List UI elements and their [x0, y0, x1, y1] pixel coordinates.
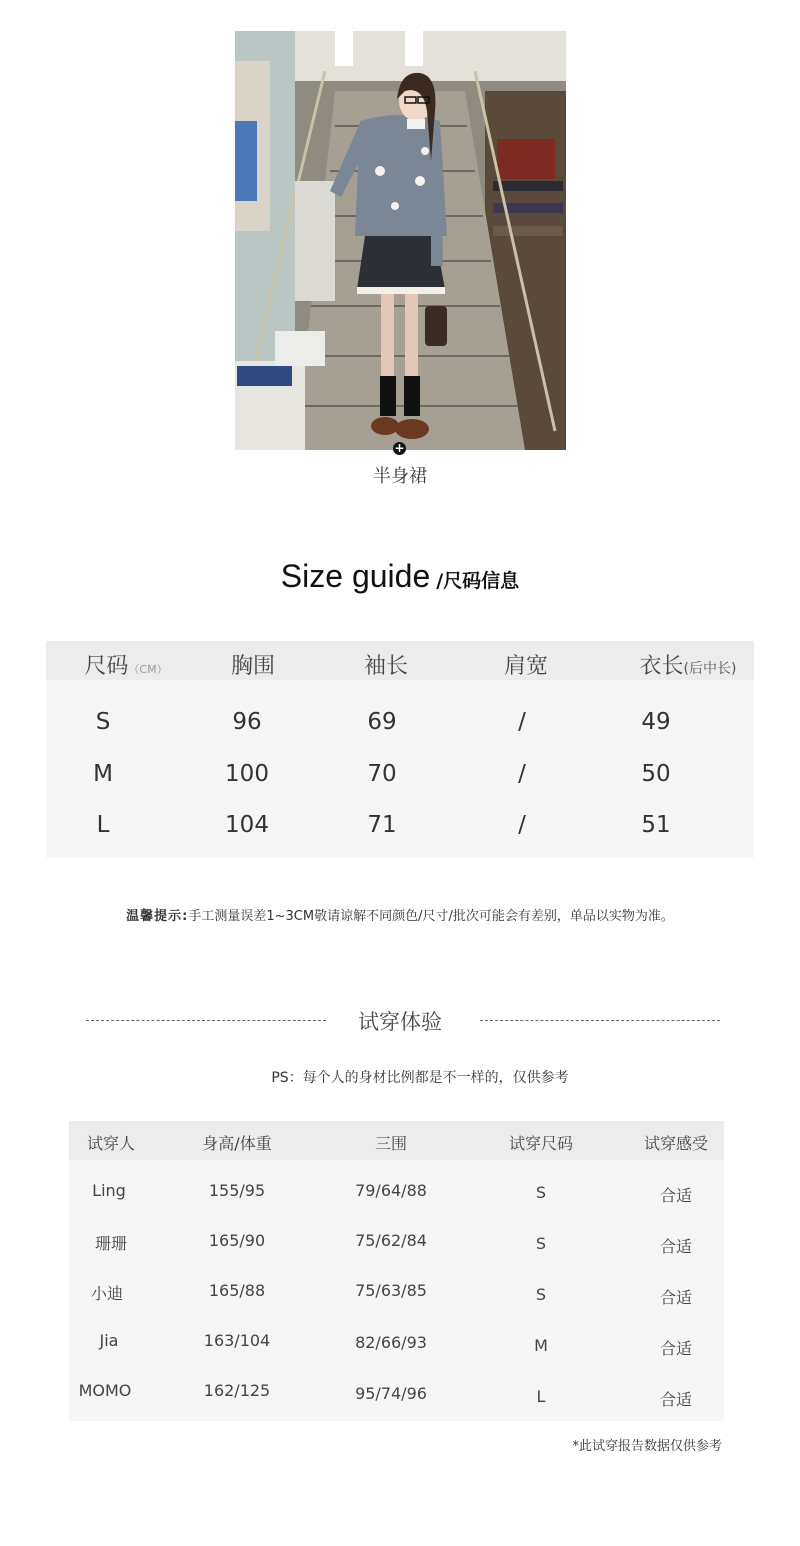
- size-table-header: [46, 641, 754, 680]
- try-on-title: 试穿体验: [358, 1010, 442, 1034]
- size-header-chest: 胸围: [230, 654, 276, 679]
- try-cell: 79/64/88: [355, 1181, 427, 1200]
- product-photo: [235, 31, 566, 450]
- try-cell: 合适: [659, 1186, 693, 1205]
- try-cell: 合适: [659, 1390, 693, 1409]
- try-cell: 75/62/84: [355, 1231, 427, 1250]
- size-cell: 49: [641, 709, 671, 735]
- try-header-size: 试穿尺码: [508, 1134, 574, 1153]
- size-cell: 50: [641, 761, 671, 787]
- try-cell: Jia: [99, 1331, 119, 1350]
- size-cell: /: [518, 709, 526, 735]
- size-cell: 96: [232, 709, 262, 735]
- try-cell: 合适: [659, 1339, 693, 1358]
- tip-text: 手工测量误差1~3CM敬请谅解不同颜色/尺寸/批次可能会有差别，单品以实物为准。: [188, 909, 674, 924]
- size-header-size: 尺码（CM）: [84, 654, 168, 679]
- try-on-footnote: *此试穿报告数据仅供参考: [572, 1439, 722, 1454]
- size-header-shoulder: 肩宽: [503, 654, 549, 679]
- size-cell: /: [518, 812, 526, 838]
- try-cell: 165/90: [208, 1231, 266, 1250]
- try-cell: M: [534, 1336, 548, 1355]
- size-guide-title: [0, 558, 800, 595]
- size-cell: 51: [641, 812, 671, 838]
- try-on-table-header: [69, 1121, 724, 1160]
- try-cell: 165/88: [208, 1281, 266, 1300]
- size-guide-title-en: Size guide: [280, 558, 431, 594]
- try-cell: 82/66/93: [355, 1333, 427, 1352]
- size-cell: 69: [367, 709, 397, 735]
- try-cell: 162/125: [203, 1381, 271, 1400]
- try-header-person: 试穿人: [86, 1134, 136, 1153]
- try-cell: S: [535, 1183, 547, 1202]
- size-cell: M: [93, 761, 113, 787]
- size-header-sleeve: 袖长: [363, 654, 409, 679]
- try-cell: MOMO: [78, 1381, 132, 1400]
- size-header-length: 衣长(后中长): [639, 654, 737, 679]
- photo-caption: 半身裙: [373, 466, 427, 487]
- try-cell: 合适: [659, 1288, 693, 1307]
- size-cell: 71: [367, 812, 397, 838]
- try-cell: 小迪: [90, 1284, 124, 1303]
- size-cell: S: [95, 709, 111, 735]
- size-table: [46, 641, 754, 858]
- tip-label: 温馨提示:: [126, 909, 189, 924]
- try-cell: 75/63/85: [355, 1281, 427, 1300]
- measurement-tip: [0, 905, 800, 924]
- try-header-feeling: 试穿感受: [643, 1134, 709, 1153]
- try-cell: 95/74/96: [355, 1384, 427, 1403]
- size-cell: 104: [225, 812, 269, 838]
- try-header-measurements: 三围: [374, 1134, 408, 1153]
- try-header-height-weight: 身高/体重: [202, 1134, 272, 1153]
- try-on-table: [69, 1121, 724, 1421]
- try-cell: 合适: [659, 1237, 693, 1256]
- size-cell: /: [518, 761, 526, 787]
- size-cell: 70: [367, 761, 397, 787]
- size-guide-title-cn: /尺码信息: [436, 570, 520, 592]
- size-cell: 100: [225, 761, 269, 787]
- try-cell: S: [535, 1234, 547, 1253]
- try-cell: 珊珊: [94, 1234, 128, 1253]
- size-cell: L: [96, 812, 110, 838]
- plus-icon[interactable]: +: [394, 441, 405, 455]
- try-cell: S: [535, 1285, 547, 1304]
- try-cell: 163/104: [203, 1331, 271, 1350]
- try-cell: Ling: [92, 1181, 126, 1200]
- try-cell: L: [536, 1387, 546, 1406]
- try-on-ps: PS：每个人的身材比例都是不一样的，仅供参考: [271, 1070, 569, 1086]
- try-cell: 155/95: [208, 1181, 266, 1200]
